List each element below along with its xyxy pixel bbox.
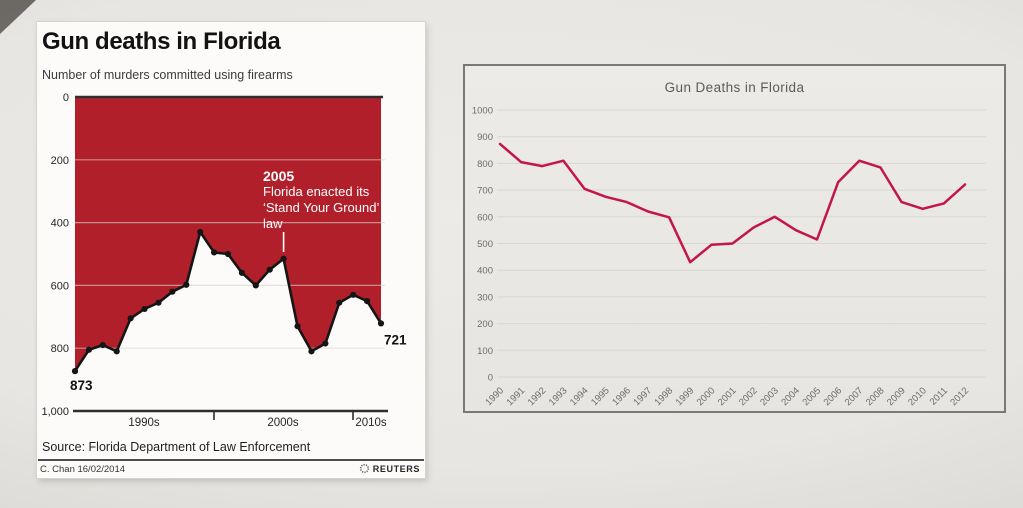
svg-text:2003: 2003 bbox=[758, 385, 781, 409]
source-text: Source: Florida Department of Law Enforcement bbox=[42, 440, 311, 454]
reuters-brand bbox=[359, 463, 420, 474]
svg-text:1996: 1996 bbox=[610, 385, 633, 409]
svg-text:873: 873 bbox=[70, 378, 93, 394]
svg-text:2005: 2005 bbox=[800, 385, 824, 409]
right-chart-svg bbox=[465, 66, 1004, 411]
svg-text:721: 721 bbox=[384, 332, 407, 348]
left-chart-title: Gun deaths in Florida bbox=[42, 28, 281, 55]
svg-text:500: 500 bbox=[477, 239, 493, 250]
svg-text:2002: 2002 bbox=[737, 385, 760, 409]
left-chart-card bbox=[37, 22, 425, 478]
svg-text:1,000: 1,000 bbox=[41, 406, 69, 418]
annotation-2005 bbox=[263, 168, 387, 232]
svg-text:1990s: 1990s bbox=[128, 417, 160, 429]
svg-text:1998: 1998 bbox=[652, 385, 676, 409]
svg-text:2007: 2007 bbox=[842, 385, 866, 409]
svg-text:2006: 2006 bbox=[821, 385, 845, 409]
svg-text:2008: 2008 bbox=[863, 385, 887, 409]
svg-text:300: 300 bbox=[477, 292, 493, 304]
svg-text:2010s: 2010s bbox=[355, 417, 387, 429]
svg-text:700: 700 bbox=[477, 185, 493, 197]
annotation-year: 2005 bbox=[263, 168, 295, 184]
left-chart-subtitle: Number of murders committed using firearms bbox=[42, 68, 293, 82]
svg-text:0: 0 bbox=[487, 372, 493, 384]
svg-text:900: 900 bbox=[477, 132, 493, 144]
left-chart-svg bbox=[37, 82, 425, 442]
svg-text:0: 0 bbox=[62, 92, 69, 104]
svg-text:1990: 1990 bbox=[483, 385, 507, 409]
svg-text:1995: 1995 bbox=[589, 385, 612, 409]
svg-text:1992: 1992 bbox=[525, 385, 549, 409]
svg-text:2012: 2012 bbox=[948, 385, 972, 409]
svg-text:2000: 2000 bbox=[694, 385, 718, 409]
svg-text:400: 400 bbox=[477, 265, 493, 277]
annotation-text: Florida enacted its ‘Stand Your Ground’ law bbox=[263, 184, 379, 231]
svg-text:200: 200 bbox=[50, 154, 69, 167]
svg-text:2009: 2009 bbox=[884, 385, 908, 409]
svg-text:600: 600 bbox=[477, 212, 493, 224]
right-chart-title: Gun Deaths in Florida bbox=[664, 80, 805, 95]
svg-text:2001: 2001 bbox=[715, 385, 739, 409]
svg-text:1000: 1000 bbox=[471, 105, 493, 117]
svg-text:800: 800 bbox=[477, 158, 493, 170]
footer-divider bbox=[38, 459, 424, 461]
svg-text:400: 400 bbox=[50, 217, 69, 230]
svg-text:2000s: 2000s bbox=[267, 417, 299, 429]
svg-text:1993: 1993 bbox=[546, 385, 570, 409]
corner-shadow bbox=[0, 0, 36, 34]
svg-text:1999: 1999 bbox=[673, 385, 697, 409]
svg-text:2004: 2004 bbox=[779, 385, 803, 409]
right-chart-panel bbox=[463, 64, 1006, 413]
svg-text:1994: 1994 bbox=[567, 385, 591, 409]
svg-text:100: 100 bbox=[477, 345, 493, 357]
credit-text: C. Chan 16/02/2014 bbox=[40, 464, 126, 475]
svg-text:200: 200 bbox=[477, 319, 493, 331]
svg-text:600: 600 bbox=[50, 280, 69, 293]
reuters-logo-icon bbox=[359, 463, 370, 474]
svg-text:1997: 1997 bbox=[631, 385, 655, 409]
reuters-wordmark: REUTERS bbox=[372, 463, 420, 474]
svg-text:1991: 1991 bbox=[504, 385, 528, 409]
svg-text:2010: 2010 bbox=[906, 385, 929, 409]
svg-text:800: 800 bbox=[50, 343, 69, 356]
svg-text:2011: 2011 bbox=[927, 385, 950, 408]
